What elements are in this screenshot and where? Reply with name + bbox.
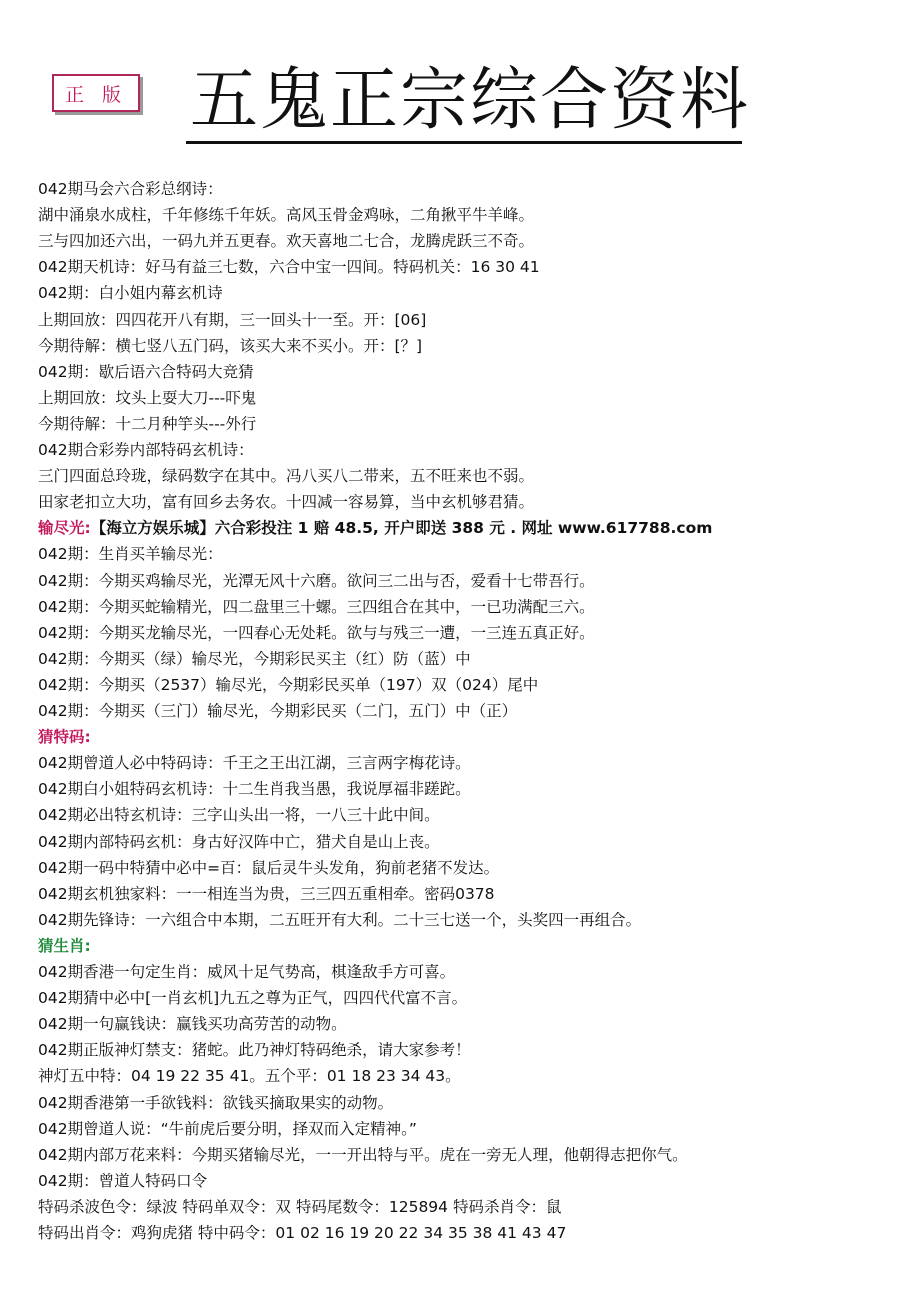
text-line: 今期待解：横七竖八五门码，该买大来不买小。开：[？] [38, 337, 423, 355]
text-line: 今期待解：十二月种竽头---外行 [38, 415, 257, 433]
text-line: 042期曾道人必中特码诗：千王之王出江湖，三言两字梅花诗。 [38, 754, 471, 772]
text-line: 042期：今期买（绿）输尽光，今期彩民买主（红）防（蓝）中 [38, 650, 471, 668]
section-heading: 猜特码: [38, 728, 91, 746]
section-heading: 猜生肖: [38, 937, 91, 955]
text-line: 042期天机诗：好马有益三七数，六合中宝一四间。特码机关：16 30 41 [38, 258, 540, 276]
text-line: 上期回放：四四花开八有期，三一回头十一至。开：[06] [38, 311, 427, 329]
text-line: 042期一码中特猜中必中=百：鼠后灵牛头发角，狗前老猪不发达。 [38, 859, 500, 877]
text-line: 042期香港一句定生肖：威风十足气势高，棋逢敌手方可喜。 [38, 963, 456, 981]
genuine-badge: 正 版 [52, 74, 140, 112]
ad-text: 【海立方娱乐城】六合彩投注 1 赔 48.5, 开户即送 388 元 . 网址 www.617788.com [90, 519, 713, 537]
text-line: 042期：今期买龙输尽光，一四春心无处耗。欲与与残三一遭，一三连五真正好。 [38, 624, 595, 642]
text-line: 042期内部万花来料：今期买猪输尽光，一一开出特与平。虎在一旁无人理，他朝得志把你气。 [38, 1146, 688, 1164]
text-line: 田家老扣立大功，富有回乡去务农。十四减一容易算，当中玄机够君猜。 [38, 493, 535, 511]
text-line: 042期：今期买（2537）输尽光，今期彩民买单（197）双（024）尾中 [38, 676, 539, 694]
section-label: 输尽光: [38, 519, 91, 537]
text-line: 042期合彩券内部特码玄机诗： [38, 441, 254, 459]
text-line: 042期一句赢钱诀：赢钱买功高劳苦的动物。 [38, 1015, 347, 1033]
text-line: 042期：白小姐内幕玄机诗 [38, 284, 223, 302]
text-line: 042期玄机独家料：一一相连当为贵，三三四五重相牵。密码0378 [38, 885, 495, 903]
text-line: 042期：曾道人特码口令 [38, 1172, 208, 1190]
text-line: 042期马会六合彩总纲诗： [38, 180, 223, 198]
text-line: 三与四加还六出，一码九并五更春。欢天喜地二七合，龙腾虎跃三不奇。 [38, 232, 535, 250]
text-line: 湖中涌泉水成柱，千年修练千年妖。高风玉骨金鸡咏，二角揪平牛羊峰。 [38, 206, 535, 224]
text-line: 042期：今期买（三门）输尽光，今期彩民买（二门，五门）中（正） [38, 702, 518, 720]
text-line: 特码杀波色令：绿波 特码单双令：双 特码尾数令：125894 特码杀肖令：鼠 [38, 1198, 562, 1216]
ad-banner [38, 515, 712, 541]
title-underline [186, 141, 742, 144]
text-line: 042期先锋诗：一六组合中本期，二五旺开有大利。二十三七送一个，头奖四一再组合。 [38, 911, 642, 929]
text-line: 042期：歇后语六合特码大竞猜 [38, 363, 254, 381]
text-line: 042期白小姐特码玄机诗：十二生肖我当愚，我说厚福非蹉跎。 [38, 780, 471, 798]
text-line: 042期曾道人说：“牛前虎后要分明，择双而入定精神。” [38, 1120, 417, 1138]
text-line: 042期必出特玄机诗：三字山头出一将，一八三十此中间。 [38, 806, 440, 824]
text-line: 042期：今期买鸡输尽光，光潭无风十六磨。欲问三二出与否，爱看十七带吾行。 [38, 572, 595, 590]
text-line: 三门四面总玲珑，绿码数字在其中。冯八买八二带来，五不旺来也不弱。 [38, 467, 535, 485]
text-line: 042期正版神灯禁支：猪蛇。此乃神灯特码绝杀，请大家参考！ [38, 1041, 471, 1059]
text-line: 上期回放：坟头上耍大刀---吓鬼 [38, 389, 257, 407]
text-line: 042期：今期买蛇输精光，四二盘里三十螺。三四组合在其中，一已功满配三六。 [38, 598, 595, 616]
text-line: 特码出肖令：鸡狗虎猪 特中码令：01 02 16 19 20 22 34 35 38 41 43 47 [38, 1224, 567, 1242]
text-line: 神灯五中特：04 19 22 35 41。五个平：01 18 23 34 43。 [38, 1067, 461, 1085]
page-title: 五鬼正宗综合资料 [190, 61, 751, 140]
text-line: 042期香港第一手欲钱料：欲钱买摘取果实的动物。 [38, 1094, 394, 1112]
text-line: 042期猜中必中[一肖玄机]九五之尊为正气，四四代代富不言。 [38, 989, 468, 1007]
text-line: 042期内部特码玄机：身古好汉阵中亡，猎犬自是山上丧。 [38, 833, 440, 851]
text-line: 042期：生肖买羊输尽光： [38, 545, 223, 563]
